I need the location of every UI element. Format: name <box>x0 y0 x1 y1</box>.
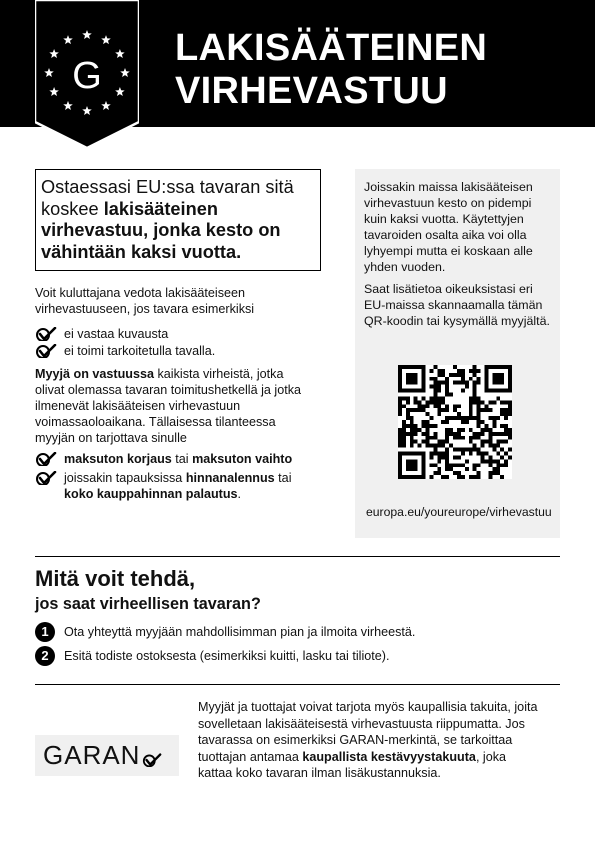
remedy-item-1: maksuton korjaus tai maksuton vaihto <box>35 451 292 467</box>
step-number-badge: 1 <box>35 622 55 642</box>
condition-item-1: ei vastaa kuvausta <box>35 326 168 342</box>
garan-description: Myyjät ja tuottajat voivat tarjota myös kaupallisia takuita, joita sovelletaan lakisääteisestä virhevastuusta riippumatta. Jos tavarassa on esimerkiksi GARAN-merkintä, se tarkoittaa tuottajan antamaa kaupallista kestävyystakuuta, joka kattaa koko tavaran ilman lisäkustannuksia. <box>198 700 538 780</box>
divider-top <box>35 556 560 557</box>
info-url[interactable]: europa.eu/youreurope/virhevastuu <box>366 505 552 519</box>
remedy-item-2: joissakin tapauksissa hinnanalennus tai koko kauppahinnan palautus. <box>35 470 320 502</box>
actions-heading: Mitä voit tehdä, <box>35 566 196 591</box>
intro-paragraph: Voit kuluttajana vedota lakisääteiseen virhevastuuseen, jos tavara esimerkiksi <box>35 286 255 316</box>
qr-code-icon[interactable] <box>398 365 512 479</box>
svg-text:G: G <box>72 55 102 97</box>
intro-box: Ostaessasi EU:ssa tavaran sitä koskee lakisääteinen virhevastuu, jonka kesto on vähintään kaksi vuotta. <box>35 169 321 271</box>
actions-subheading: jos saat virheellisen tavaran? <box>35 595 261 613</box>
step-1: 1 Ota yhteyttä myyjään mahdollisimman pian ja ilmoita virheestä. <box>35 622 415 642</box>
page-title: LAKISÄÄTEINEN VIRHEVASTUU <box>175 27 488 112</box>
eu-guarantee-shield-icon <box>35 0 139 148</box>
sidebar-paragraph-2: Saat lisätietoa oikeuksistasi eri EU-maissa skannaamalla tämän QR-koodin tai kysymällä myyjältä. <box>364 282 550 328</box>
info-sidebar <box>355 169 560 538</box>
divider-bottom <box>35 684 560 685</box>
step-2: 2 Esitä todiste ostoksesta (esimerkiksi kuitti, lasku tai tiliote). <box>35 646 389 666</box>
garan-logo: GARAN <box>35 735 179 776</box>
sidebar-paragraph-1: Joissakin maissa lakisääteisen virhevastuun kesto on pidempi kuin kaksi vuotta. Käytettyjen tavaroiden osalta aika voi olla lyhyempi mutta ei koskaan alle yhden vuoden. <box>364 180 533 274</box>
check-mark-icon <box>142 753 162 767</box>
check-mark-icon <box>35 471 57 485</box>
condition-item-2: ei toimi tarkoitetulla tavalla. <box>35 343 215 359</box>
step-number-badge: 2 <box>35 646 55 666</box>
check-mark-icon <box>35 327 57 341</box>
check-mark-icon <box>35 344 57 358</box>
seller-responsibility-paragraph: Myyjä on vastuussa kaikista virheistä, jotka olivat olemassa tavaran toimitushetkellä ja jotka ilmenevät lakisääteisen virhevastuun voimassaoloaikana. Tällaisessa tilanteessa myyjän on tarjottava sinulle <box>35 367 301 445</box>
check-mark-icon <box>35 452 57 466</box>
